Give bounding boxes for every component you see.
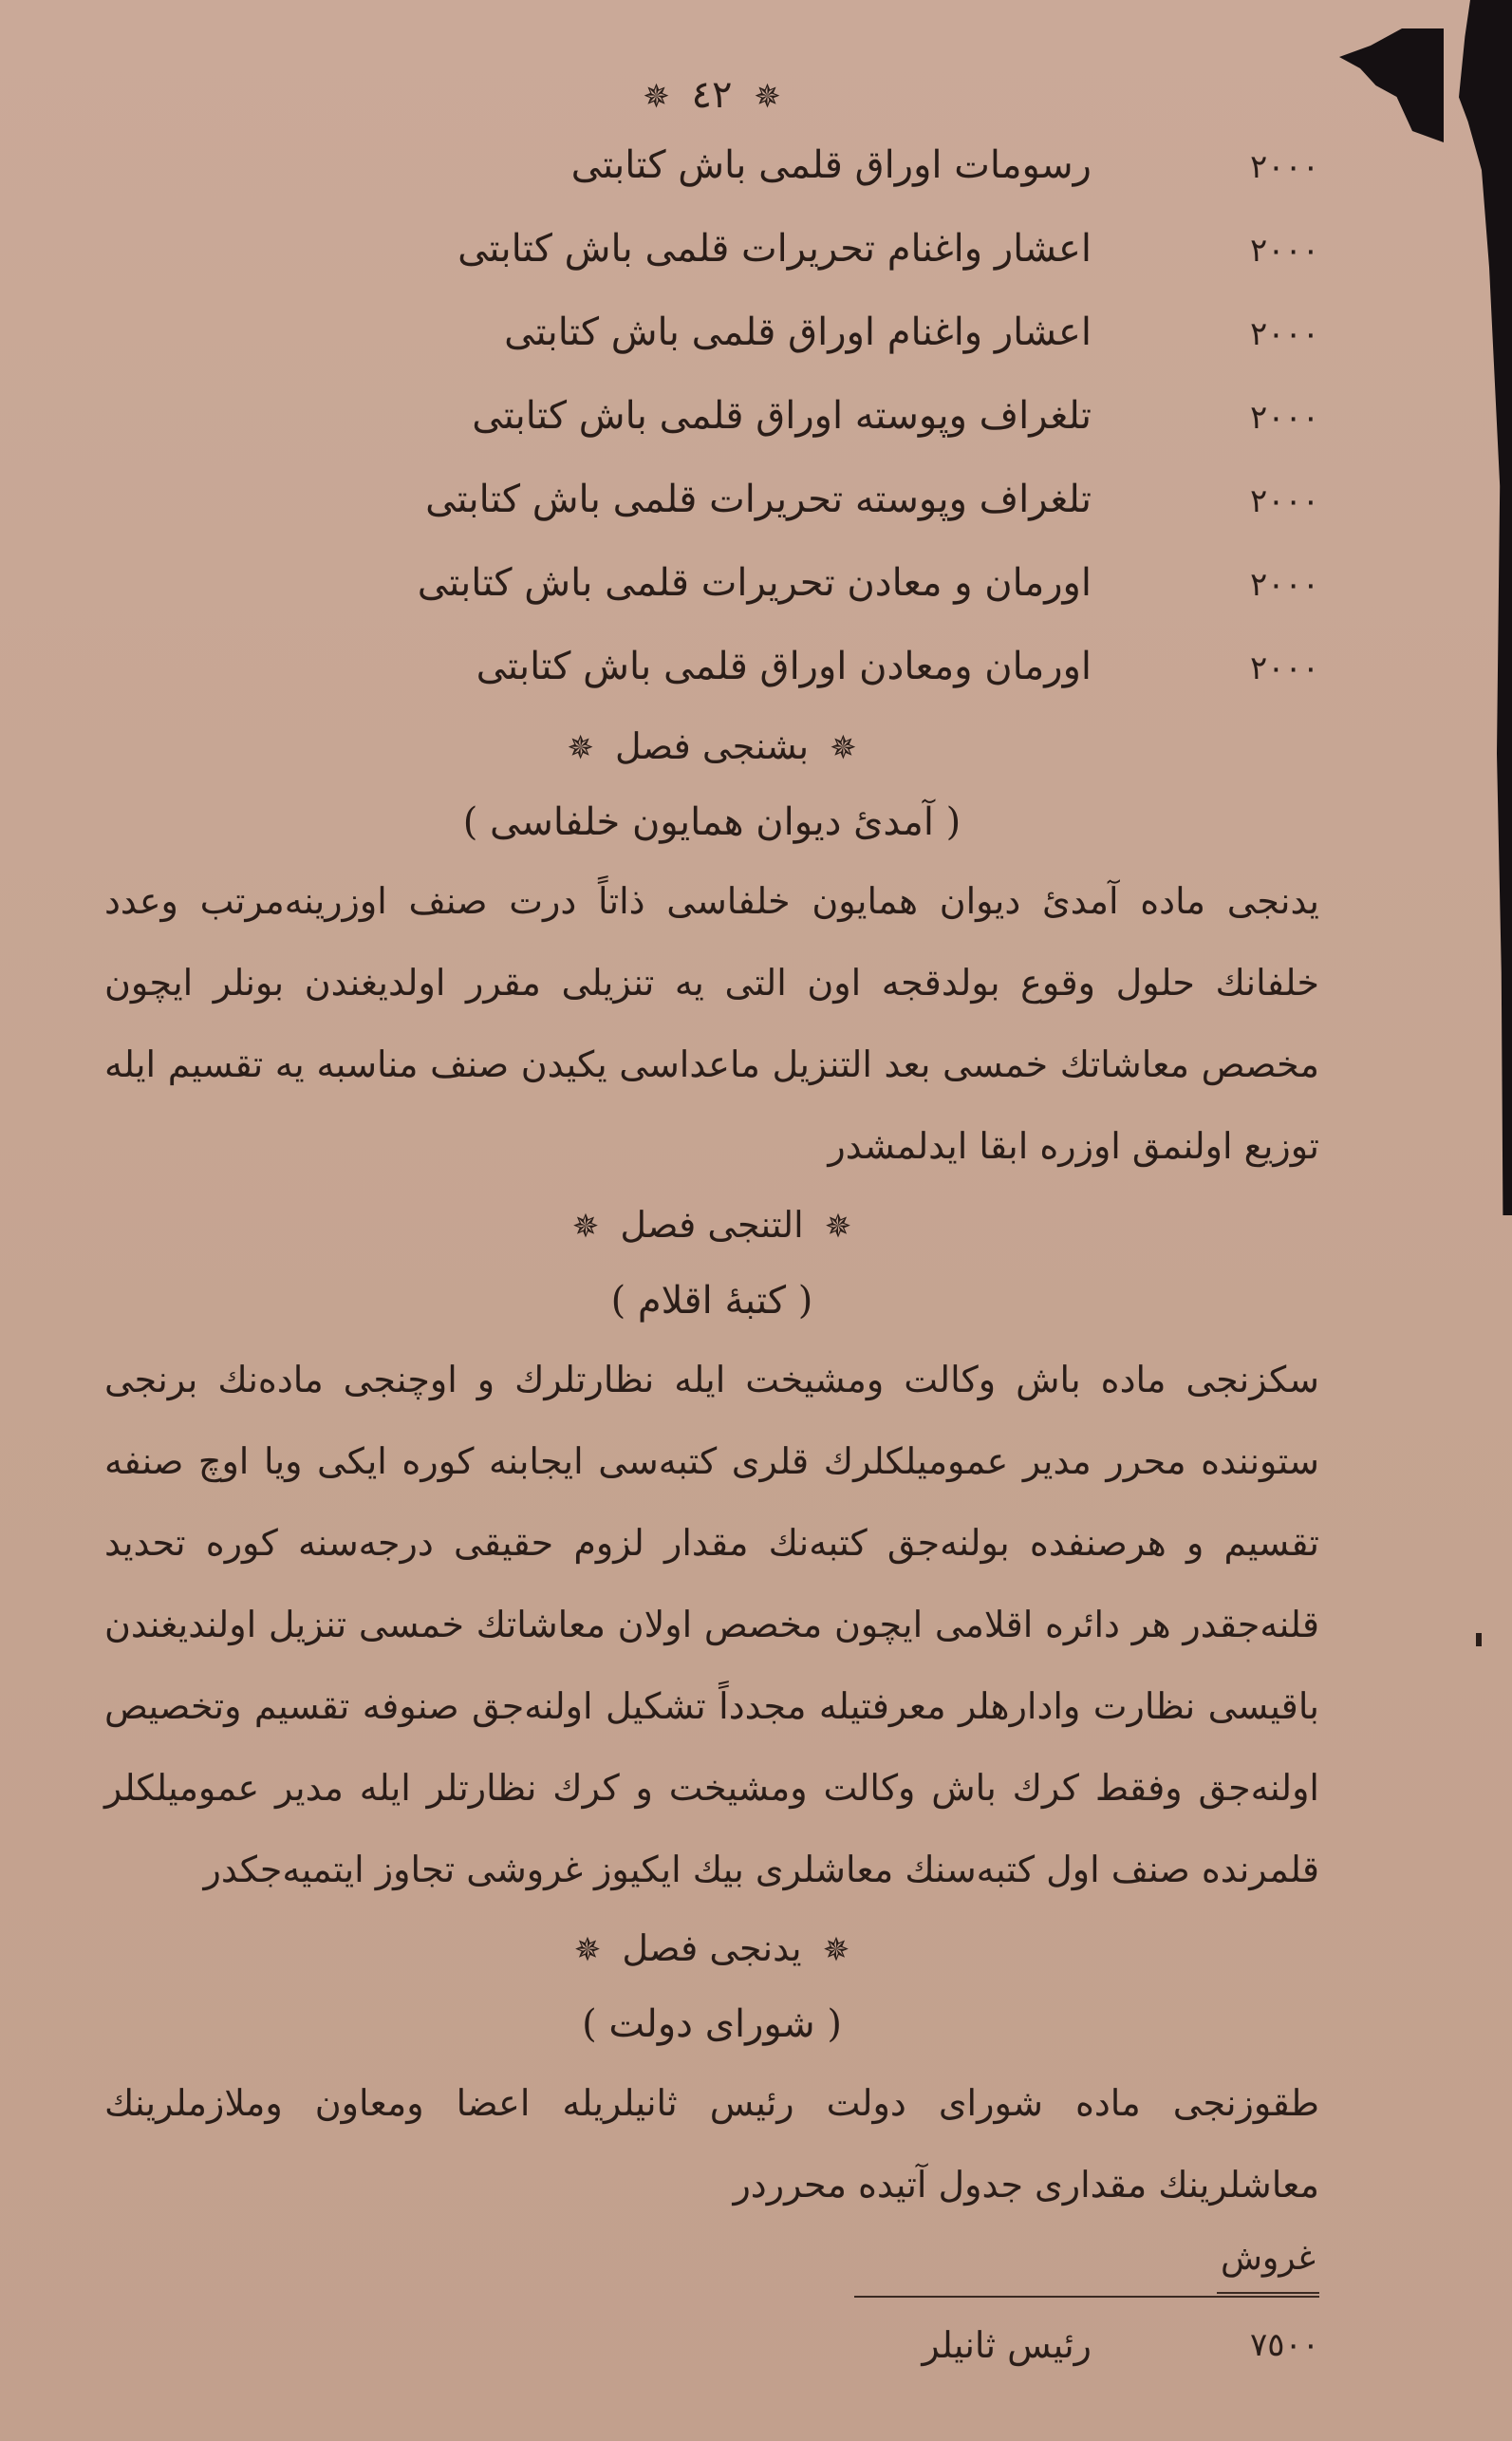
currency-unit-label: غروش (1217, 2225, 1319, 2294)
list-position: اورمان و معادن تحریرات قلمی باش کتابتی (417, 561, 1092, 605)
salary-position: رئیس ثانیلر (922, 2324, 1092, 2366)
section-subtitle: ( شورای دولت ) (582, 2002, 842, 2046)
torn-page-edge (1436, 0, 1512, 1215)
unit-header (104, 2225, 1319, 2294)
article-paragraph: طقوزنجی ماده شورای دولت رئیس ثانیلریله اعضا ومعاون وملازملرینك معاشلرینك مقداری جدول آتیده محرردر (104, 2082, 1319, 2206)
list-position: تلغراف وپوسته اوراق قلمی باش کتابتی (472, 394, 1092, 438)
section-heading (104, 708, 1319, 784)
salary-list (104, 123, 1319, 708)
section-title: التنجی فصل (620, 1204, 804, 1246)
ornament-icon: ✵ (573, 1931, 602, 1969)
list-item (104, 291, 1319, 374)
section-title: یدنجی فصل (622, 1927, 802, 1969)
list-position: اعشار واغنام تحریرات قلمی باش کتابتی (457, 227, 1092, 271)
list-item (104, 374, 1319, 458)
page-number: ٤٢ (691, 73, 733, 117)
list-item (104, 625, 1319, 708)
list-amount: ٢٠٠٠ (1249, 148, 1319, 186)
section-subtitle: ( کتبهٔ اقلام ) (610, 1279, 813, 1323)
page-header (104, 66, 1319, 123)
ornament-icon: ✵ (567, 729, 594, 767)
ornament-icon: ✵ (571, 1208, 600, 1246)
section-heading (104, 1910, 1319, 1986)
list-amount: ٢٠٠٠ (1249, 566, 1319, 604)
list-item (104, 123, 1319, 207)
list-position: تلغراف وپوسته تحریرات قلمی باش کتابتی (425, 478, 1092, 521)
section-title: بشنجی فصل (614, 725, 810, 767)
ornament-icon: ✵ (824, 1208, 852, 1246)
list-amount: ٢٠٠٠ (1249, 482, 1319, 520)
ornament-icon: ✵ (830, 729, 857, 767)
ornament-icon: ✵ (822, 1931, 850, 1969)
torn-page-notch (1339, 28, 1444, 142)
list-position: اعشار واغنام اوراق قلمی باش کتابتی (504, 310, 1092, 354)
ornament-icon: ✵ (754, 78, 781, 116)
list-position: رسومات اوراق قلمی باش کتابتی (570, 143, 1092, 187)
list-item (104, 541, 1319, 625)
list-amount: ٢٠٠٠ (1249, 399, 1319, 437)
section-heading (104, 1187, 1319, 1263)
table-rule (854, 2296, 1319, 2298)
salary-amount: ٧٥٠٠ (1249, 2326, 1319, 2364)
list-position: اورمان ومعادن اوراق قلمی باش کتابتی (476, 645, 1092, 688)
article-paragraph: یدنجی ماده آمدیٔ دیوان همایون خلفاسی ذاتاً درت صنف اوزرینه‌مرتب وعدد خلفانك حلول وقوع بولدقجه اون التی یه تنزیلی مقرر اولدیغندن بونلر ایچون مخصص معاشاتك خمسی بعد التنزیل ماعداسی یکیدن صنف مناسبه یه تقسیم ایله توزیع اولنمق اوزره ابقا ایدلمشدر (104, 880, 1319, 1167)
list-amount: ٢٠٠٠ (1249, 315, 1319, 353)
section-subtitle: ( آمدیٔ دیوان همایون خلفاسی ) (462, 800, 961, 844)
ornament-icon: ✵ (643, 78, 670, 116)
ink-speck (1476, 1633, 1482, 1646)
list-amount: ٢٠٠٠ (1249, 649, 1319, 687)
article-paragraph: سکزنجی ماده باش وکالت ومشیخت ایله نظارتلرك و اوچنجی ماده‌نك برنجی ستوننده محرر مدیر عمومیلکلرك قلری کتبه‌سی ایجابنه کوره ایکی ویا اوچ صنفه تقسیم و هرصنفده بولنه‌جق کتبه‌نك مقدار لزوم حقیقی درجه‌سنه کوره تحدید قلنه‌جقدر هر دائره اقلامی ایچون مخصص اولان معاشاتك خمسی تنزیل اولندیغندن باقیسی نظارت وادارهلر معرفتیله مجدداً تشکیل اولنه‌جق صنوفه تقسیم وتخصیص اولنه‌جق وفقط کرك باش وکالت ومشیخت و کرك نظارتلر ایله مدیر عمومیلکلر قلمرنده صنف اول کتبه‌سنك معاشلری بیك ایکیوز غروشی تجاوز ایتمیه‌جکدر (104, 1359, 1319, 1890)
list-amount: ٢٠٠٠ (1249, 232, 1319, 270)
list-item (104, 207, 1319, 291)
page-content (104, 66, 1319, 2383)
list-item (104, 458, 1319, 541)
salary-row (104, 2307, 1319, 2383)
